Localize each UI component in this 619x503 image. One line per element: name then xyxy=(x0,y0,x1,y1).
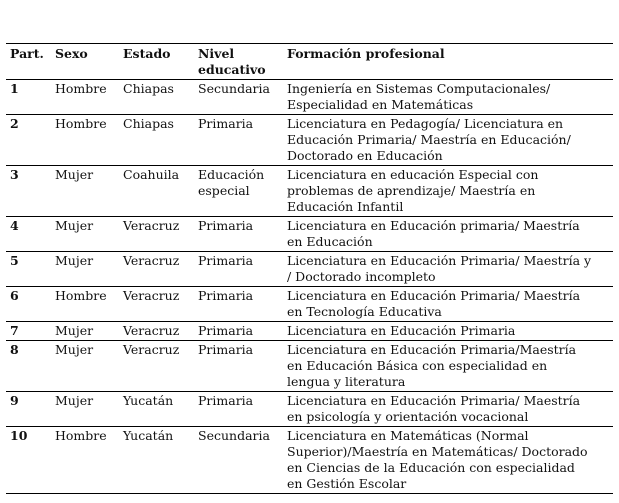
cell-formacion xyxy=(283,392,613,427)
table-row xyxy=(6,322,613,341)
formacion-line: Educación Infantil xyxy=(287,199,404,214)
table-row xyxy=(6,392,613,427)
nivel-line: Primaria xyxy=(198,288,254,303)
cell-sexo: Hombre xyxy=(51,80,119,115)
cell-part: 3 xyxy=(6,166,51,217)
formacion-line: en Educación xyxy=(287,234,373,249)
header-row xyxy=(6,44,613,80)
cell-sexo: Mujer xyxy=(51,252,119,287)
cell-part: 1 xyxy=(6,80,51,115)
header-nivel-line2: educativo xyxy=(198,62,266,77)
table-row xyxy=(6,166,613,217)
table-row xyxy=(6,427,613,494)
cell-estado: Veracruz xyxy=(119,322,194,341)
cell-sexo: Hombre xyxy=(51,427,119,494)
formacion-line: en psicología y orientación vocacional xyxy=(287,409,529,424)
cell-estado: Veracruz xyxy=(119,287,194,322)
formacion-line: Licenciatura en Educación Primaria xyxy=(287,323,516,338)
cell-nivel xyxy=(194,217,283,252)
nivel-line: Secundaria xyxy=(198,81,270,96)
cell-estado: Yucatán xyxy=(119,427,194,494)
cell-formacion xyxy=(283,252,613,287)
formacion-line: / Doctorado incompleto xyxy=(287,269,436,284)
cell-part: 6 xyxy=(6,287,51,322)
cell-formacion xyxy=(283,341,613,392)
nivel-line: Primaria xyxy=(198,253,254,268)
nivel-line: especial xyxy=(198,183,250,198)
cell-part: 9 xyxy=(6,392,51,427)
cell-nivel xyxy=(194,392,283,427)
cell-part: 7 xyxy=(6,322,51,341)
nivel-line: Secundaria xyxy=(198,428,270,443)
header-formacion: Formación profesional xyxy=(283,44,613,80)
table-body xyxy=(6,80,613,494)
cell-formacion xyxy=(283,287,613,322)
cell-estado: Chiapas xyxy=(119,80,194,115)
cell-formacion xyxy=(283,427,613,494)
cell-formacion xyxy=(283,217,613,252)
participants-table xyxy=(6,43,613,494)
header-nivel xyxy=(194,44,283,80)
cell-part: 10 xyxy=(6,427,51,494)
cell-sexo: Mujer xyxy=(51,217,119,252)
table-row xyxy=(6,252,613,287)
cell-nivel xyxy=(194,427,283,494)
formacion-line: Licenciatura en Matemáticas (Normal xyxy=(287,428,529,443)
cell-estado: Coahuila xyxy=(119,166,194,217)
cell-estado: Chiapas xyxy=(119,115,194,166)
cell-sexo: Mujer xyxy=(51,341,119,392)
cell-formacion xyxy=(283,80,613,115)
formacion-line: en Tecnología Educativa xyxy=(287,304,442,319)
formacion-line: en Ciencias de la Educación con especialidad xyxy=(287,460,575,475)
formacion-line: en Educación Básica con especialidad en xyxy=(287,358,548,373)
nivel-line: Primaria xyxy=(198,323,254,338)
formacion-line: en Gestión Escolar xyxy=(287,476,407,491)
table-row xyxy=(6,287,613,322)
nivel-line: Primaria xyxy=(198,116,254,131)
formacion-line: Educación Primaria/ Maestría en Educación/ xyxy=(287,132,571,147)
cell-estado: Veracruz xyxy=(119,252,194,287)
cell-formacion xyxy=(283,166,613,217)
nivel-line: Primaria xyxy=(198,393,254,408)
cell-nivel xyxy=(194,115,283,166)
cell-sexo: Mujer xyxy=(51,166,119,217)
header-estado: Estado xyxy=(119,44,194,80)
cell-nivel xyxy=(194,287,283,322)
formacion-line: Licenciatura en Educación primaria/ Maestría xyxy=(287,218,580,233)
formacion-line: Ingeniería en Sistemas Computacionales/ xyxy=(287,81,551,96)
nivel-line: Primaria xyxy=(198,342,254,357)
cell-formacion xyxy=(283,322,613,341)
cell-nivel xyxy=(194,322,283,341)
formacion-line: Licenciatura en Educación Primaria/ Maestría y xyxy=(287,253,592,268)
header-sexo: Sexo xyxy=(51,44,119,80)
table-row xyxy=(6,217,613,252)
header-nivel-line1: Nivel xyxy=(198,46,235,61)
table-row xyxy=(6,115,613,166)
formacion-line: Licenciatura en Pedagogía/ Licenciatura en xyxy=(287,116,564,131)
formacion-line: Superior)/Maestría en Matemáticas/ Doctorado xyxy=(287,444,588,459)
cell-nivel xyxy=(194,166,283,217)
cell-nivel xyxy=(194,252,283,287)
cell-sexo: Hombre xyxy=(51,287,119,322)
cell-part: 8 xyxy=(6,341,51,392)
cell-part: 4 xyxy=(6,217,51,252)
formacion-line: lengua y literatura xyxy=(287,374,406,389)
cell-sexo: Mujer xyxy=(51,392,119,427)
cell-sexo: Mujer xyxy=(51,322,119,341)
cell-estado: Veracruz xyxy=(119,341,194,392)
cell-estado: Yucatán xyxy=(119,392,194,427)
cell-nivel xyxy=(194,341,283,392)
header-part: Part. xyxy=(6,44,51,80)
formacion-line: Doctorado en Educación xyxy=(287,148,443,163)
table-row xyxy=(6,80,613,115)
formacion-line: Especialidad en Matemáticas xyxy=(287,97,474,112)
cell-part: 5 xyxy=(6,252,51,287)
cell-estado: Veracruz xyxy=(119,217,194,252)
formacion-line: Licenciatura en educación Especial con xyxy=(287,167,539,182)
nivel-line: Primaria xyxy=(198,218,254,233)
formacion-line: Licenciatura en Educación Primaria/ Maestría xyxy=(287,393,581,408)
cell-nivel xyxy=(194,80,283,115)
table-row xyxy=(6,341,613,392)
formacion-line: problemas de aprendizaje/ Maestría en xyxy=(287,183,536,198)
cell-part: 2 xyxy=(6,115,51,166)
nivel-line: Educación xyxy=(198,167,265,182)
formacion-line: Licenciatura en Educación Primaria/Maestría xyxy=(287,342,577,357)
cell-sexo: Hombre xyxy=(51,115,119,166)
cell-formacion xyxy=(283,115,613,166)
formacion-line: Licenciatura en Educación Primaria/ Maestría xyxy=(287,288,581,303)
table-header xyxy=(6,44,613,80)
